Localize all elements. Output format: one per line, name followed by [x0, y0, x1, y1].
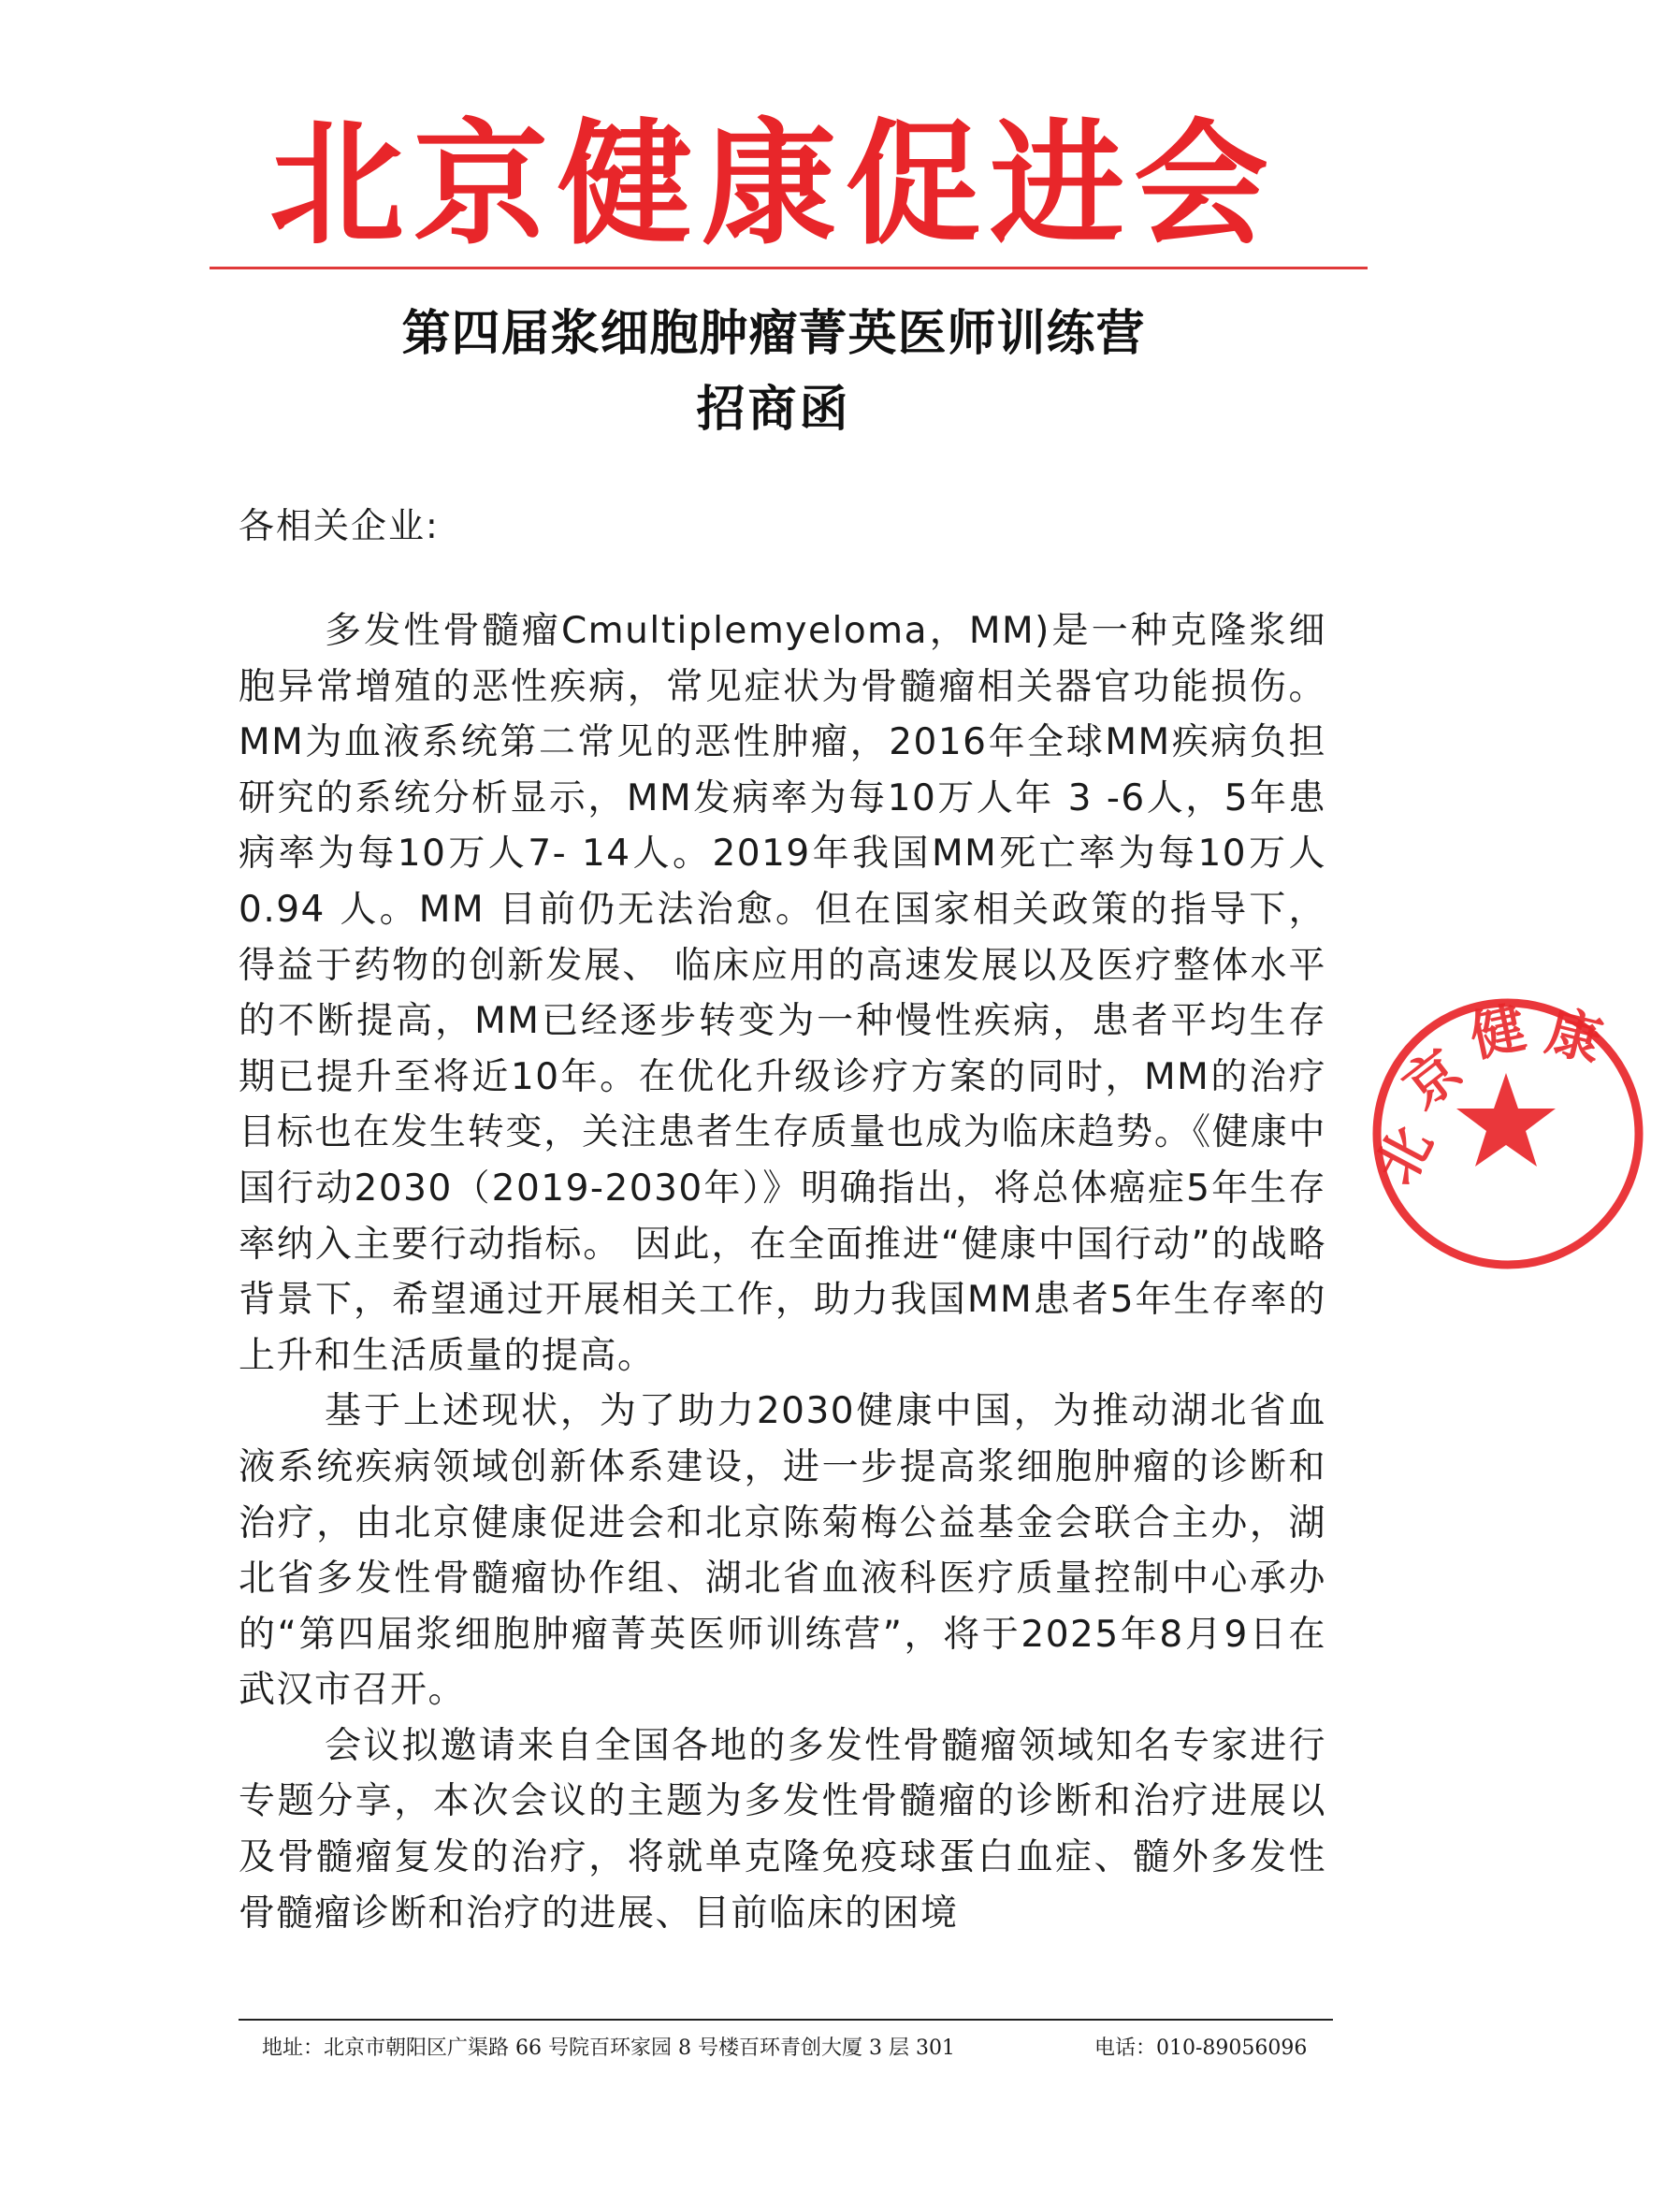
seal-graphic [1343, 987, 1680, 1324]
svg-text:北: 北 [1363, 1116, 1445, 1195]
footer-phone: 电话：010-89056096 [1094, 2037, 1308, 2060]
letter-body [239, 603, 1326, 1941]
header-divider [210, 267, 1368, 269]
document-title: 第四届浆细胞肿瘤菁英医师训练营 [401, 305, 1146, 362]
svg-text:康: 康 [1540, 998, 1609, 1074]
paragraph-event-announcement: 基于上述现状，为了助力2030健康中国，为推动湖北省血液系统疾病领域创新体系建设，进一步提高浆细胞肿瘤的诊断和治疗，由北京健康促进会和北京陈菊梅公益基金会联合主办，湖北省多发性骨髓瘤协作组、湖北省血液科医疗质量控制中心承办的“第四届浆细胞肿瘤菁英医师训练营”，将于2025年8月9日在武汉市召开。 [239, 1390, 1326, 1712]
footer-contact [262, 2032, 1328, 2066]
svg-text:京: 京 [1391, 1037, 1474, 1122]
salutation: 各相关企业: [239, 505, 440, 546]
org-name-heading: 北京健康促进会 [268, 106, 1278, 263]
paragraph-meeting-topics: 会议拟邀请来自全国各地的多发性骨髓瘤领域知名专家进行专题分享，本次会议的主题为多发性骨髓瘤的诊断和治疗进展以及骨髓瘤复发的治疗，将就单克隆免疫球蛋白血症、髓外多发性骨髓瘤诊断和治疗的进展、目前临床的困境 [239, 1724, 1326, 1935]
official-seal-stamp [1343, 987, 1609, 1286]
footer-divider [239, 2019, 1333, 2021]
paragraph-background: 多发性骨髓瘤Cmultiplemyeloma，MM)是一种克隆浆细胞异常增殖的恶性疾病，常见症状为骨髓瘤相关器官功能损伤。MM为血液系统第二常见的恶性肿瘤，2016年全球MM疾病负担研究的系统分析显示，MM发病率为每10万人年 3 -6人，5年患病率为每10万人7- 14人。2019年我国MM死亡率为每10万人0.94 人。MM 目前仍无法治愈。但在国家相关政策的指导下， 得益于药物的创新发展、 临床应用的高速发展以及医疗整体水平的不断提高，MM已经逐步转变为一种慢性疾病，患者平均生存期已提升至将近10年。在优化升级诊疗方案的同时，MM的治疗目标也在发生转变，关注患者生存质量也成为临床趋势。《健康中国行动2030（2019-2030年）》明确指出，将总体癌症5年生存率纳入主要行动指标。 因此，在全面推进“健康中国行动”的战略背景下，希望通过开展相关工作，助力我国MM患者5年生存率的上升和生活质量的提高。 [239, 610, 1326, 1377]
footer-address: 地址：北京市朝阳区广渠路 66 号院百环家园 8 号楼百环青创大厦 3 层 301 [262, 2037, 955, 2060]
svg-text:健: 健 [1464, 995, 1531, 1069]
document-subtitle: 招商函 [696, 381, 851, 438]
